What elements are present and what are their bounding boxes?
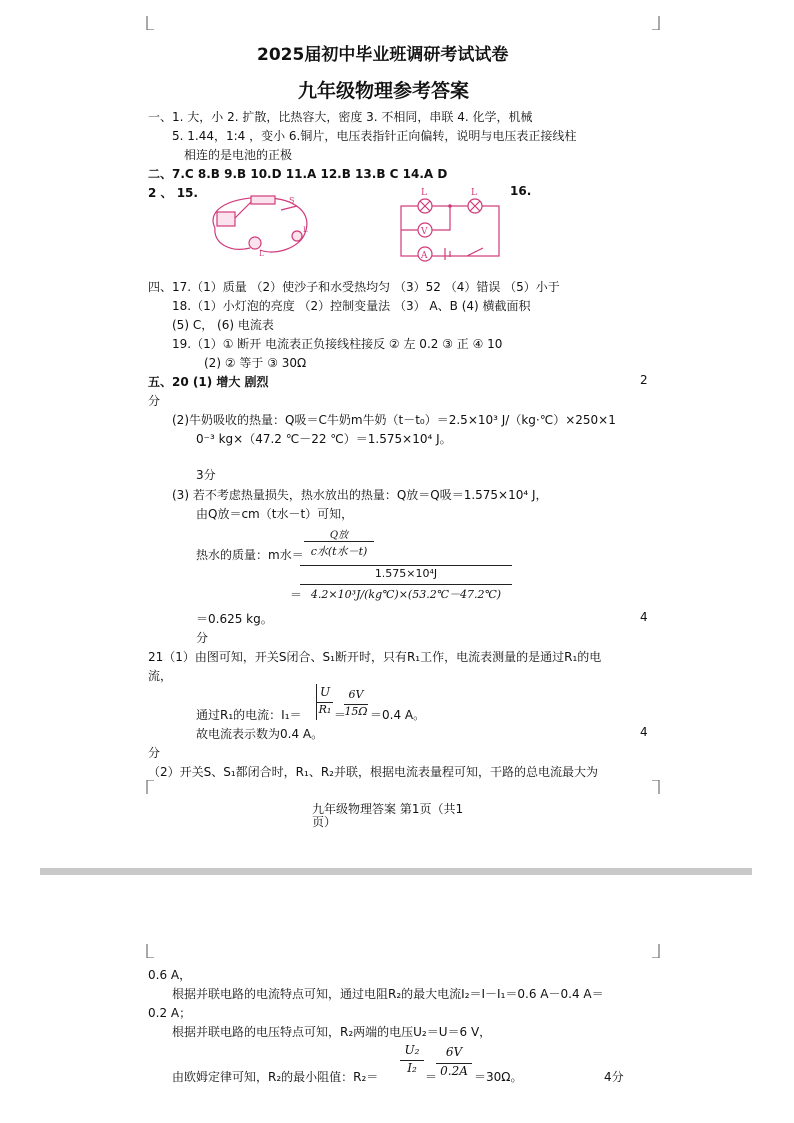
fraction2-top-rule	[300, 565, 512, 566]
page2-resistance-label: 由欧姆定律可知，R₂的最小阻值：R₂＝	[172, 1070, 379, 1084]
q20-part3-line2: 由Q放＝cm（t水－t）可知，	[196, 507, 354, 521]
page2-line4: 根据并联电路的电压特点可知，R₂两端的电压U₂＝U＝6 V，	[172, 1025, 492, 1039]
crop-mark-page2-right	[652, 944, 666, 958]
q18-answer-b: (5) C， (6) 电流表	[172, 318, 274, 332]
exam-title: 2025届初中毕业班调研考试试卷	[257, 45, 509, 65]
q19-answer-a: 19.（1）① 断开 电流表正负接线柱接反 ② 左 0.2 ③ 正 ④ 10	[172, 337, 503, 351]
page1-footer-line2: 页）	[312, 815, 337, 829]
page2-line3: 0.2 A；	[148, 1006, 192, 1020]
fraction2-numerator: 1.575×10⁴J	[374, 567, 438, 580]
fraction4-equals: ＝	[334, 708, 347, 722]
fraction2-denominator: 4.2×10³J/(kg℃)×(53.2℃－47.2℃)	[310, 588, 502, 601]
q20-part1: 五、20 (1) 增大 剧烈	[148, 375, 269, 389]
section1-line2: 5. 1.44，1:4 ，变小 6.铜片，电压表指针正向偏转，说明与电压表正接线柱	[172, 129, 577, 143]
q21-current-label: 通过R₁的电流：I₁＝	[196, 708, 302, 722]
q17-answer: 四、17.（1）质量 （2）使沙子和水受热均匀 （3）52 （4）错误 （5）小于	[148, 280, 560, 294]
q21-current-result: ＝0.4 A。	[370, 708, 426, 722]
fraction6-denominator: 0.2A	[440, 1064, 468, 1078]
page-separator	[40, 868, 752, 875]
section2-line: 二、7.C 8.B 9.B 10.D 11.A 12.B 13.B C 14.A D	[148, 167, 448, 181]
page2-line1: 0.6 A，	[148, 968, 192, 982]
figure15-lamp2-label: L	[303, 226, 308, 234]
fraction1-numerator: Q放	[329, 530, 349, 541]
fraction2-bar	[300, 584, 512, 585]
q21-part1-score: 4	[640, 725, 648, 739]
q20-part1-score-unit: 分	[148, 394, 161, 408]
answer-title: 九年级物理参考答案	[298, 80, 470, 102]
q20-part3-score-unit: 分	[196, 631, 209, 645]
q20-part3-mass-label: 热水的质量：m水＝	[196, 548, 304, 562]
q21-part1-line2: 流，	[148, 669, 173, 683]
circuit-figure-16	[395, 184, 505, 266]
crop-mark-bottom-right	[652, 780, 666, 794]
figure16-ammeter-label: A	[421, 251, 428, 261]
q20-part3-result: ＝0.625 kg。	[196, 612, 273, 626]
page2-score: 4分	[604, 1070, 624, 1084]
q20-part2-score: 3分	[196, 468, 216, 482]
fraction6-equals: ＝	[425, 1070, 438, 1084]
page1-footer-line1: 九年级物理答案 第1页（共1	[312, 802, 464, 816]
fraction1-bar	[304, 541, 374, 542]
figure16-lamp1-label: L	[421, 188, 427, 198]
q20-part3-line1: (3) 若不考虑热量损失，热水放出的热量：Q放＝Q吸＝1.575×10⁴ J，	[172, 488, 548, 502]
q19-answer-b: (2) ② 等于 ③ 30Ω	[204, 356, 307, 370]
figure16-voltmeter-label: V	[421, 227, 428, 237]
crop-mark-top-left	[140, 16, 154, 30]
fraction2-equals: ＝	[290, 588, 303, 602]
crop-mark-top-right	[652, 16, 666, 30]
fraction3-denominator: R₁	[318, 703, 332, 716]
q21-part1-score-unit: 分	[148, 746, 161, 760]
fraction6-numerator: 6V	[445, 1045, 463, 1059]
figure16-lamp2-label: L	[471, 188, 477, 198]
fraction3-numerator: U	[319, 685, 331, 699]
q20-part2-line2: 0⁻³ kg×（47.2 ℃－22 ℃）＝1.575×10⁴ J。	[196, 432, 452, 446]
fraction4-numerator: 6V	[348, 688, 364, 701]
section3-label: 2 、 15.	[148, 186, 198, 200]
crop-mark-page2-left	[140, 944, 154, 958]
fraction5-numerator: U₂	[404, 1043, 420, 1057]
section3-16-label: 16.	[510, 184, 532, 198]
q18-answer-a: 18.（1）小灯泡的亮度 （2）控制变量法 （3） A、B (4) 横截面积	[172, 299, 531, 313]
q21-part1-line1: 21（1）由图可知，开关S闭合、S₁断开时，只有R₁工作，电流表测量的是通过R₁的电	[148, 650, 602, 664]
crop-mark-bottom-left	[140, 780, 154, 794]
q20-part1-score: 2	[640, 373, 648, 387]
section1-line1: 一、1. 大，小 2. 扩散，比热容大，密度 3. 不相同，串联 4. 化学，机械	[148, 110, 533, 124]
q20-part2-line1: (2)牛奶吸收的热量：Q吸＝C牛奶m牛奶（t－t₀）＝2.5×10³ J/（kg·℃）×250×1	[172, 413, 616, 427]
q21-part1-conclusion: 故电流表示数为0.4 A。	[196, 727, 324, 741]
q21-part2-line1: （2）开关S、S₁都闭合时，R₁、R₂并联，根据电流表量程可知，干路的总电流最大为	[148, 765, 598, 779]
section1-line3: 相连的是电池的正极	[184, 148, 293, 162]
figure15-switch-label: S	[289, 196, 295, 205]
page2-line2: 根据并联电路的电流特点可知，通过电阻R₂的最大电流I₂＝I－I₁＝0.6 A－0.4 A＝	[172, 987, 604, 1001]
page2-resistance-result: ＝30Ω。	[474, 1070, 523, 1084]
circuit-figure-15	[205, 188, 315, 260]
q20-part3-score: 4	[640, 610, 648, 624]
figure15-lamp1-label: L	[259, 250, 264, 258]
fraction4-denominator: 15Ω	[344, 705, 368, 718]
fraction1-denominator: c水(t水－t)	[310, 545, 368, 558]
fraction5-denominator: I₂	[407, 1061, 417, 1075]
